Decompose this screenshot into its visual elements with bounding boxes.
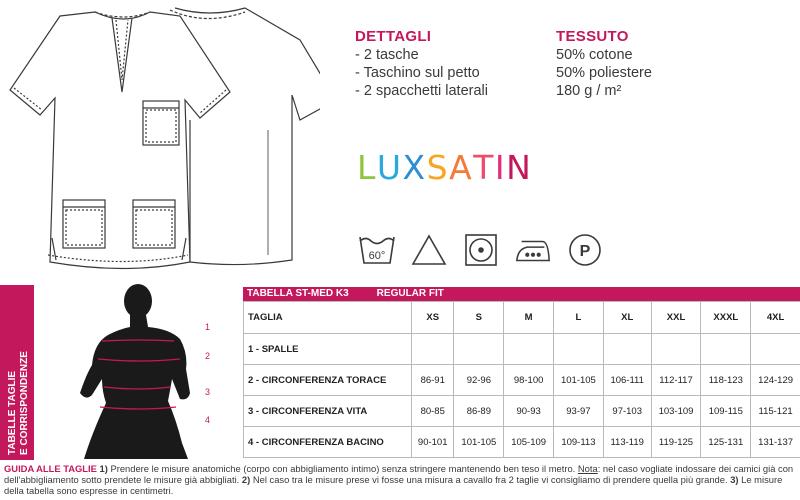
fabric-item: 180 g / m² <box>556 83 622 99</box>
table-cell <box>504 334 554 365</box>
table-cell: 98-100 <box>504 365 554 396</box>
table-cell: 119-125 <box>651 427 701 458</box>
table-cell <box>412 334 454 365</box>
row-label: 1 - SPALLE <box>244 334 412 365</box>
garment-drawing <box>0 0 320 285</box>
table-row <box>244 396 800 427</box>
bleach-triangle-icon <box>410 232 448 268</box>
logo-letter: A <box>449 148 474 187</box>
guide-text: : nel caso vogliate indossare dei camici già con dell'abbigliamento sotto prendete le misure già abbigliati. <box>4 463 794 485</box>
logo-letter: T <box>473 148 495 187</box>
table-cell: 125-131 <box>701 427 751 458</box>
table-cell: 90-93 <box>504 396 554 427</box>
size-header: L <box>554 302 604 334</box>
table-cell: 86-91 <box>412 365 454 396</box>
marker-3: 3 <box>205 387 211 397</box>
table-cell: 105-109 <box>504 427 554 458</box>
details-item: - 2 spacchetti laterali <box>355 83 488 99</box>
logo-letter: I <box>494 148 507 187</box>
table-cell: 109-113 <box>554 427 604 458</box>
size-header: XS <box>412 302 454 334</box>
size-table-fit: REGULAR FIT <box>376 288 444 299</box>
table-cell: 109-115 <box>701 396 751 427</box>
size-header: M <box>504 302 554 334</box>
dry-clean-letter: P <box>579 243 591 260</box>
size-table <box>243 287 800 458</box>
size-header: S <box>454 302 504 334</box>
table-cell: 101-105 <box>554 365 604 396</box>
table-cell: 115-121 <box>751 396 800 427</box>
table-cell <box>651 334 701 365</box>
silhouette-figure <box>80 284 190 459</box>
fabric-item: 50% poliestere <box>556 65 652 81</box>
size-header-label: TAGLIA <box>244 302 412 334</box>
guide-text: Le misure della tabella sono espresse in centimetri. <box>4 474 783 496</box>
logo-letter: L <box>357 148 377 187</box>
size-header: XXL <box>651 302 701 334</box>
guide-text: Nel caso tra le misure prese vi fosse una misura a cavallo fra 2 taglie vi consigliamo di prendere quella più grande. <box>252 474 728 485</box>
fabric-section <box>556 28 756 100</box>
details-title: DETTAGLI <box>355 28 432 45</box>
table-cell: 103-109 <box>651 396 701 427</box>
size-table-title: TABELLA ST-MED K3 <box>247 288 349 299</box>
guide-text: Prendere le misure anatomiche (corpo con abbigliamento intimo) senza stringere mantenendo ben teso il metro. <box>110 463 576 474</box>
table-cell: 90-101 <box>412 427 454 458</box>
details-section <box>355 28 545 100</box>
table-cell: 93-97 <box>554 396 604 427</box>
logo-letter: S <box>426 148 450 187</box>
size-header: XXXL <box>701 302 751 334</box>
table-cell: 106-111 <box>603 365 651 396</box>
details-item: - 2 tasche <box>355 47 419 63</box>
table-row <box>244 334 800 365</box>
professional-cleaning-p-icon <box>566 232 604 268</box>
table-cell: 97-103 <box>603 396 651 427</box>
table-cell: 92-96 <box>454 365 504 396</box>
logo-letter: N <box>506 148 533 187</box>
guide-step-number: 1) <box>99 463 108 474</box>
wash-60-icon <box>358 232 396 268</box>
side-label-line1: TABELLE TAGLIE <box>7 370 18 455</box>
guide-heading: GUIDA ALLE TAGLIE <box>4 463 97 474</box>
table-cell: 112-117 <box>651 365 701 396</box>
marker-2: 2 <box>205 351 211 361</box>
table-cell <box>751 334 800 365</box>
table-header-row <box>244 302 800 334</box>
row-label: 3 - CIRCONFERENZA VITA <box>244 396 412 427</box>
table-cell: 86-89 <box>454 396 504 427</box>
table-cell: 118-123 <box>701 365 751 396</box>
side-label-line2: E CORRISPONDENZE <box>19 351 30 455</box>
row-label: 4 - CIRCONFERENZA BACINO <box>244 427 412 458</box>
row-label: 2 - CIRCONFERENZA TORACE <box>244 365 412 396</box>
table-row <box>244 365 800 396</box>
table-cell: 124-129 <box>751 365 800 396</box>
size-table-grid <box>243 301 800 458</box>
luxsatin-logo <box>357 148 532 187</box>
table-cell <box>454 334 504 365</box>
marker-4: 4 <box>205 415 211 425</box>
wash-temp: 60° <box>368 250 386 262</box>
table-cell <box>554 334 604 365</box>
tumble-dry-icon <box>462 232 500 268</box>
size-header: 4XL <box>751 302 800 334</box>
guide-step-number: 2) <box>241 474 251 485</box>
care-symbols <box>358 232 604 268</box>
fabric-item: 50% cotone <box>556 47 633 63</box>
front-garment-outline <box>10 12 230 269</box>
table-cell: 101-105 <box>454 427 504 458</box>
table-cell: 131-137 <box>751 427 800 458</box>
logo-letter: X <box>402 148 427 187</box>
back-garment-outline <box>175 8 320 265</box>
size-header: XL <box>603 302 651 334</box>
fabric-title: TESSUTO <box>556 28 629 45</box>
size-tables-side-label <box>0 285 34 460</box>
table-row <box>244 427 800 458</box>
guide-note-label: Nota <box>577 463 598 474</box>
body-silhouette <box>40 283 230 460</box>
details-item: - Taschino sul petto <box>355 65 480 81</box>
iron-icon <box>514 232 552 268</box>
size-table-title-bar <box>243 287 800 301</box>
table-cell: 113-119 <box>603 427 651 458</box>
table-cell <box>701 334 751 365</box>
table-cell: 80-85 <box>412 396 454 427</box>
guide-step-number: 3) <box>730 474 739 485</box>
size-guide-text <box>4 463 796 496</box>
table-cell <box>603 334 651 365</box>
logo-letter: U <box>376 148 403 187</box>
marker-1: 1 <box>205 322 211 332</box>
